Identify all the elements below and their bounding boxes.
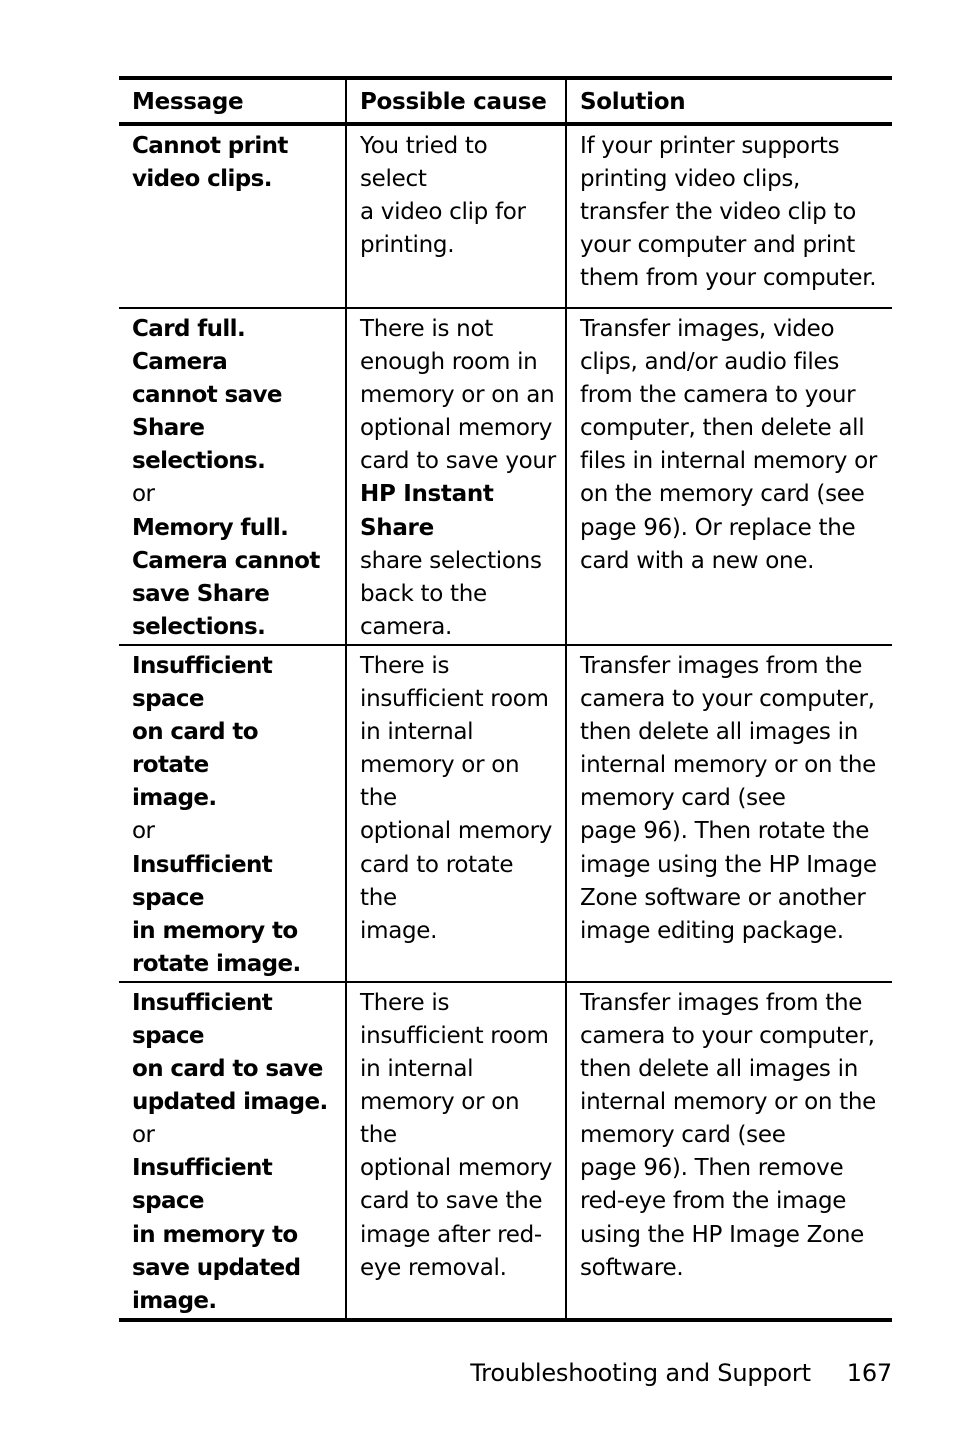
cause-line: There is <box>360 652 450 679</box>
message-line: Cannot print <box>132 133 288 159</box>
solution-line: internal memory or on the <box>580 1089 877 1116</box>
cause-line: optional memory <box>360 818 553 845</box>
message-line: Share selections. <box>132 415 266 475</box>
solution-line: from the camera to your <box>580 382 856 409</box>
cause-line: enough room in <box>360 349 538 376</box>
table-row <box>119 308 892 645</box>
cause-line: optional memory <box>360 1155 553 1182</box>
cause-line: card to rotate the <box>360 851 514 911</box>
message-line: Card full. Camera <box>132 316 246 376</box>
message-alt-line: in memory to <box>132 917 298 944</box>
message-line: on card to rotate <box>132 719 258 779</box>
solution-line: them from your computer. <box>580 265 877 292</box>
solution-line: If your printer supports <box>580 133 840 159</box>
solution-line: page 96). Then remove <box>580 1155 844 1182</box>
solution-line: internal memory or on the <box>580 752 877 779</box>
cause-cell <box>346 124 566 308</box>
cause-line: back to the <box>360 580 487 607</box>
cause-line: memory or on the <box>360 1089 520 1149</box>
solution-line: on the memory card (see <box>580 481 865 508</box>
message-line: Insufficient space <box>132 989 273 1049</box>
page-footer <box>470 1357 892 1389</box>
solution-line: then delete all images in <box>580 1056 858 1083</box>
solution-line: transfer the video clip to <box>580 199 856 226</box>
solution-line: image using the HP Image <box>580 851 877 878</box>
cause-line: image after red- <box>360 1221 542 1248</box>
message-cell <box>119 124 346 308</box>
solution-line: page 96). Then rotate the <box>580 818 870 845</box>
solution-line: red-eye from the image <box>580 1188 847 1215</box>
cause-line: optional memory <box>360 415 553 442</box>
cause-line: card to save your <box>360 448 556 475</box>
cause-line: You tried to select <box>360 133 488 193</box>
message-line: cannot save <box>132 382 282 409</box>
cause-line: a video clip for <box>360 199 526 226</box>
solution-cell <box>566 308 892 645</box>
solution-line: printing video clips, <box>580 166 801 193</box>
cause-cell <box>346 308 566 645</box>
message-alt-line: selections. <box>132 613 266 640</box>
message-alt-line: in memory to <box>132 1221 298 1248</box>
message-cell <box>119 982 346 1320</box>
solution-line: clips, and/or audio files <box>580 349 840 376</box>
solution-line: computer, then delete all <box>580 415 865 442</box>
message-line: updated image. <box>132 1089 328 1116</box>
cause-cell <box>346 645 566 982</box>
cause-line: insufficient room <box>360 1022 549 1049</box>
cause-line: share selections <box>360 547 542 574</box>
message-cell <box>119 645 346 982</box>
solution-line: memory card (see <box>580 785 786 812</box>
solution-cell <box>566 124 892 308</box>
cause-line: in internal <box>360 1056 474 1083</box>
cause-line: card to save the <box>360 1188 543 1215</box>
message-alt-line: save Share <box>132 580 270 607</box>
solution-line: then delete all images in <box>580 719 858 746</box>
table-row <box>119 124 892 308</box>
or-separator: or <box>132 481 155 508</box>
cause-line: camera. <box>360 613 453 640</box>
header-possible-cause: Possible cause <box>346 78 566 124</box>
solution-line: Transfer images from the <box>580 652 863 679</box>
message-alt-line: image. <box>132 1287 217 1314</box>
solution-cell <box>566 645 892 982</box>
solution-line: software. <box>580 1254 684 1281</box>
message-alt-line: Insufficient space <box>132 851 273 911</box>
solution-line: image editing package. <box>580 917 844 944</box>
cause-line: eye removal. <box>360 1254 507 1281</box>
message-alt-line: Insufficient space <box>132 1155 273 1215</box>
message-alt-line: Memory full. <box>132 514 289 541</box>
or-separator: or <box>132 1122 155 1149</box>
solution-line: using the HP Image Zone <box>580 1221 864 1248</box>
table-row <box>119 982 892 1320</box>
table-header-row <box>119 78 892 124</box>
page-number: 167 <box>846 1359 892 1387</box>
cause-line: printing. <box>360 232 455 259</box>
header-message: Message <box>119 78 346 124</box>
message-line: video clips. <box>132 166 272 193</box>
message-line: on card to save <box>132 1056 323 1083</box>
solution-line: card with a new one. <box>580 547 815 574</box>
cause-cell <box>346 982 566 1320</box>
message-cell <box>119 308 346 645</box>
message-line: image. <box>132 785 217 812</box>
solution-line: memory card (see <box>580 1122 786 1149</box>
troubleshooting-table <box>119 76 892 1322</box>
cause-line: image. <box>360 917 438 944</box>
solution-cell <box>566 982 892 1320</box>
solution-line: Transfer images, video <box>580 316 835 342</box>
cause-line: There is not <box>360 316 493 342</box>
message-alt-line: save updated <box>132 1254 301 1281</box>
cause-line: in internal <box>360 719 474 746</box>
or-separator: or <box>132 818 155 845</box>
cause-line: insufficient room <box>360 686 549 713</box>
solution-line: Transfer images from the <box>580 989 863 1016</box>
solution-line: camera to your computer, <box>580 1022 875 1049</box>
solution-line: Zone software or another <box>580 884 866 911</box>
solution-line: files in internal memory or <box>580 448 877 475</box>
header-solution: Solution <box>566 78 892 124</box>
cause-line: memory or on the <box>360 752 520 812</box>
product-name: HP Instant Share <box>360 481 494 541</box>
solution-line: page 96). Or replace the <box>580 514 856 541</box>
message-line: Insufficient space <box>132 652 273 713</box>
solution-line: your computer and print <box>580 232 855 259</box>
message-alt-line: rotate image. <box>132 950 301 977</box>
cause-line: There is <box>360 989 450 1016</box>
table-row <box>119 645 892 982</box>
message-alt-line: Camera cannot <box>132 547 320 574</box>
solution-line: camera to your computer, <box>580 686 875 713</box>
footer-section-title: Troubleshooting and Support <box>470 1359 811 1387</box>
cause-line: memory or on an <box>360 382 555 409</box>
